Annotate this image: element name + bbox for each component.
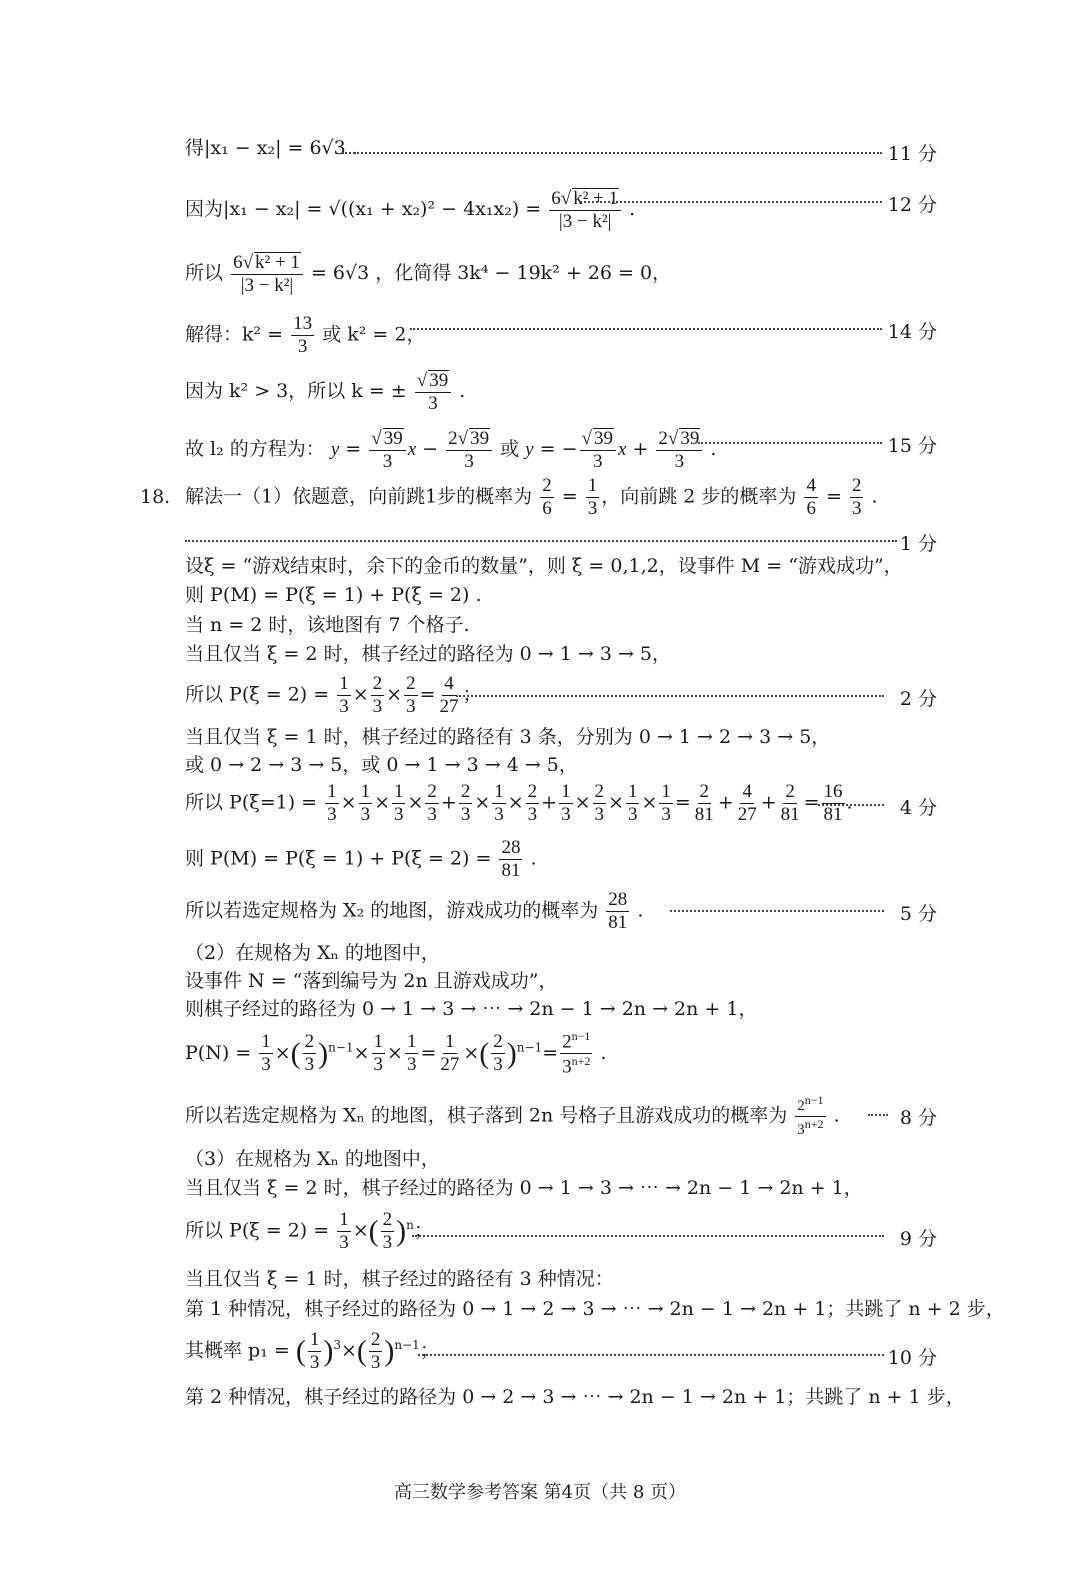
line-text: 因为|x₁ − x₂| = √((x₁ + x₂)² − 4x₁x₂) = xyxy=(185,197,542,220)
score-label: 1 分 xyxy=(899,533,937,555)
line-define-xi xyxy=(185,557,903,576)
line-part2 xyxy=(185,944,440,963)
score-label: 15 分 xyxy=(887,435,937,457)
line-text: 第 2 种情况，棋子经过的路径为 0 → 2 → 3 → ⋯ → 2n − 1 → 2n + 1；共跳了 n + 1 步， xyxy=(185,1386,965,1408)
fraction: $\frac{\text{6√ k² + 1}}{\text{|3 − k²|}}$ xyxy=(231,252,303,296)
line-text: 因为 k² > 3，所以 k = ± xyxy=(185,379,407,402)
line-xi1-paths-more xyxy=(185,756,578,775)
leader-dots xyxy=(185,540,897,542)
line-event-n xyxy=(185,972,558,991)
line-case2 xyxy=(185,1388,965,1407)
line-p1: 其概率 p₁ = ( $\frac{1}{3}$ )$^3$×( $\frac{2}{3}$ )$^{n-1}$； xyxy=(185,1329,439,1373)
line-xi2-path xyxy=(185,645,671,664)
line-text: 或 k² = 2， xyxy=(322,323,426,346)
score-label: 14 分 xyxy=(887,321,937,343)
line-path-n xyxy=(185,1000,757,1019)
leader-dots xyxy=(698,442,882,444)
line-text: （2）在规格为 Xₙ 的地图中， xyxy=(185,942,440,964)
line-text: 当 n = 2 时，该地图有 7 个格子. xyxy=(185,614,470,636)
line-text: 所以若选定规格为 Xₙ 的地图，棋子落到 2n 号格子且游戏成功的概率为 xyxy=(185,1104,788,1127)
line-text: 当且仅当 ξ = 1 时，棋子经过的路径有 3 条，分别为 0 → 1 → 2 → 3 → 5， xyxy=(185,726,831,748)
line-k-value: 因为 k² > 3，所以 k = ± $\frac{√ 39}{3}$ . xyxy=(185,370,466,414)
leader-dots xyxy=(818,804,884,806)
line-text: 得|x₁ − x₂| = 6√3 . xyxy=(185,137,358,159)
line-simplify xyxy=(185,252,671,296)
line-success-x2: 所以若选定规格为 X₂ 的地图，游戏成功的概率为 $\frac{28}{81}$ . xyxy=(185,889,644,933)
line-q18-intro: 解法一（1）依题意，向前跳1步的概率为 $\frac{2}{6}$ = $\frac{1}{3}$ ，向前跳 2 步的概率为 $\frac{4}{6}$ = $\frac{2}{3}$ . xyxy=(185,475,878,519)
line-text: 所以 P(ξ=1) = xyxy=(185,791,318,814)
line-text: （3）在规格为 Xₙ 的地图中， xyxy=(185,1148,440,1170)
line-text: 则 P(M) = P(ξ = 1) + P(ξ = 2) . xyxy=(185,584,482,606)
leader-dots xyxy=(868,1114,888,1116)
leader-dots xyxy=(418,1354,884,1356)
leader-dots xyxy=(412,1235,884,1237)
line-xi1-paths xyxy=(185,728,830,747)
line-text: P(N) = xyxy=(185,1041,252,1064)
line-part3 xyxy=(185,1150,440,1169)
leader-dots xyxy=(456,695,884,697)
line-text: 当且仅当 ξ = 2 时，棋子经过的路径为 0 → 1 → 3 → 5， xyxy=(185,643,672,665)
line-success-xn: 所以若选定规格为 Xₙ 的地图，棋子落到 2n 号格子且游戏成功的概率为 $\frac{2^{n-1}}{3^{n+2}}$ . xyxy=(185,1093,840,1138)
line-text: 所以若选定规格为 X₂ 的地图，游戏成功的概率为 xyxy=(185,899,599,922)
line-text: 当且仅当 ξ = 2 时，棋子经过的路径为 0 → 1 → 3 → ⋯ → 2n − 1 → 2n + 1， xyxy=(185,1177,863,1199)
line-pm xyxy=(185,586,482,605)
question-number: 18. xyxy=(140,486,171,508)
line-text: 则棋子经过的路径为 0 → 1 → 3 → ⋯ → 2n − 1 → 2n → 2n + 1， xyxy=(185,998,758,1020)
line-text: 所以 xyxy=(185,261,224,284)
fraction: $\frac{√ 39}{3}$ xyxy=(415,370,451,414)
score-label: 10 分 xyxy=(887,1347,937,1369)
line-solve xyxy=(185,314,425,357)
line-pm-result: 则 P(M) = P(ξ = 1) + P(ξ = 2) = $\frac{28}{81}$ . xyxy=(185,837,537,881)
score-label: 5 分 xyxy=(899,903,937,925)
line-abs-diff xyxy=(185,139,358,158)
line-xi1-cases xyxy=(185,1270,614,1289)
line-text: = 6√3 ，化简得 3k⁴ − 19k² + 26 = 0， xyxy=(310,261,672,284)
leader-dots xyxy=(670,910,884,912)
leader-dots xyxy=(410,328,882,330)
score-label: 2 分 xyxy=(899,688,937,710)
line-n2 xyxy=(185,616,470,635)
line-case1 xyxy=(185,1300,1005,1319)
fraction: $\frac{13}{3}$ xyxy=(293,313,313,357)
line-text: 则 P(M) = P(ξ = 1) + P(ξ = 2) = xyxy=(185,847,492,870)
line-text: 或 0 → 2 → 3 → 5，或 0 → 1 → 3 → 4 → 5， xyxy=(185,754,578,776)
leader-dots xyxy=(342,152,882,154)
score-label: 9 分 xyxy=(899,1228,937,1250)
line-p-xi2: 所以 P(ξ = 2) = $\frac{1}{3}$ × $\frac{2}{3}$ × $\frac{2}{3}$ = $\frac{4}{27}$ ； xyxy=(185,673,482,717)
score-label: 12 分 xyxy=(887,194,937,216)
line-p-xi1: 所以 P(ξ=1) = $\frac{1}{3}$ × $\frac{1}{3}$ × $\frac{1}{3}$ × $\frac{2}{3}$ + $\frac{2}{3}$ × $\frac{1}{3}$ × $\frac{2}{3}$ + $\frac{1}{3}$ × $\frac{2}{3}$ × $\frac{1}{3}$ × $\frac{1}{3}$ = $\frac{2}{81}$ + $\frac{4}{27}$ + $\frac{2}{81}$ = $\frac{16}{81}$ . xyxy=(185,781,853,825)
line-text: 设ξ = “游戏结束时，余下的金币的数量”，则 ξ = 0,1,2，设事件 M = “游戏成功”， xyxy=(185,555,903,577)
line-text: 解得：k² = xyxy=(185,323,284,346)
score-label: 11 分 xyxy=(887,143,937,165)
page-footer: 高三数学参考答案 第4页（共 8 页） xyxy=(393,1482,687,1503)
line-text: 故 l₂ 的方程为： xyxy=(185,437,325,460)
line-text: 设事件 N = “落到编号为 2n 且游戏成功”， xyxy=(185,970,558,992)
line-xi2-path-n xyxy=(185,1179,863,1198)
score-label: 8 分 xyxy=(899,1107,937,1129)
line-text: 所以 P(ξ = 2) = xyxy=(185,683,330,706)
line-l2-equation: 故 l₂ 的方程为： y = $\frac{√ 39}{3}$ x − $\frac{2√ 39}{3}$ 或 y = − $\frac{√ 39}{3}$ x + $\frac{2√ 39}{3}$ . xyxy=(185,428,717,472)
line-pn: P(N) = $\frac{1}{3}$ ×( $\frac{2}{3}$ )$^{n-1}$× $\frac{1}{3}$ × $\frac{1}{3}$ = $\frac{1}{27}$ ×( $\frac{2}{3}$ )$^{n-1}$= $\frac{2^{n-1}}{3^{n+2}}$ . xyxy=(185,1029,607,1078)
line-abs-formula: 因为|x₁ − x₂| = √((x₁ + x₂)² − 4x₁x₂) = $\frac{\text{6√ k² + 1}}{\text{|3 − k²|}}$ . xyxy=(185,188,636,232)
score-label: 4 分 xyxy=(899,797,937,819)
line-text: 解法一（1）依题意，向前跳1步的概率为 xyxy=(185,485,533,508)
line-text: 第 1 种情况，棋子经过的路径为 0 → 1 → 2 → 3 → ⋯ → 2n − 1 → 2n + 1；共跳了 n + 2 步， xyxy=(185,1298,1005,1320)
line-text: 其概率 p₁ = xyxy=(185,1339,290,1362)
line-text: 当且仅当 ξ = 1 时，棋子经过的路径有 3 种情况： xyxy=(185,1268,614,1290)
fraction: $\frac{\text{6√ k² + 1}}{\text{|3 − k²|}}$ xyxy=(549,188,621,232)
line-text: 所以 P(ξ = 2) = xyxy=(185,1219,330,1242)
line-p-xi2-n: 所以 P(ξ = 2) = $\frac{1}{3}$ ×( $\frac{2}{3}$ )$^n$； xyxy=(185,1209,433,1253)
line-text: ，向前跳 2 步的概率为 xyxy=(601,485,797,508)
leader-dots xyxy=(580,201,882,203)
